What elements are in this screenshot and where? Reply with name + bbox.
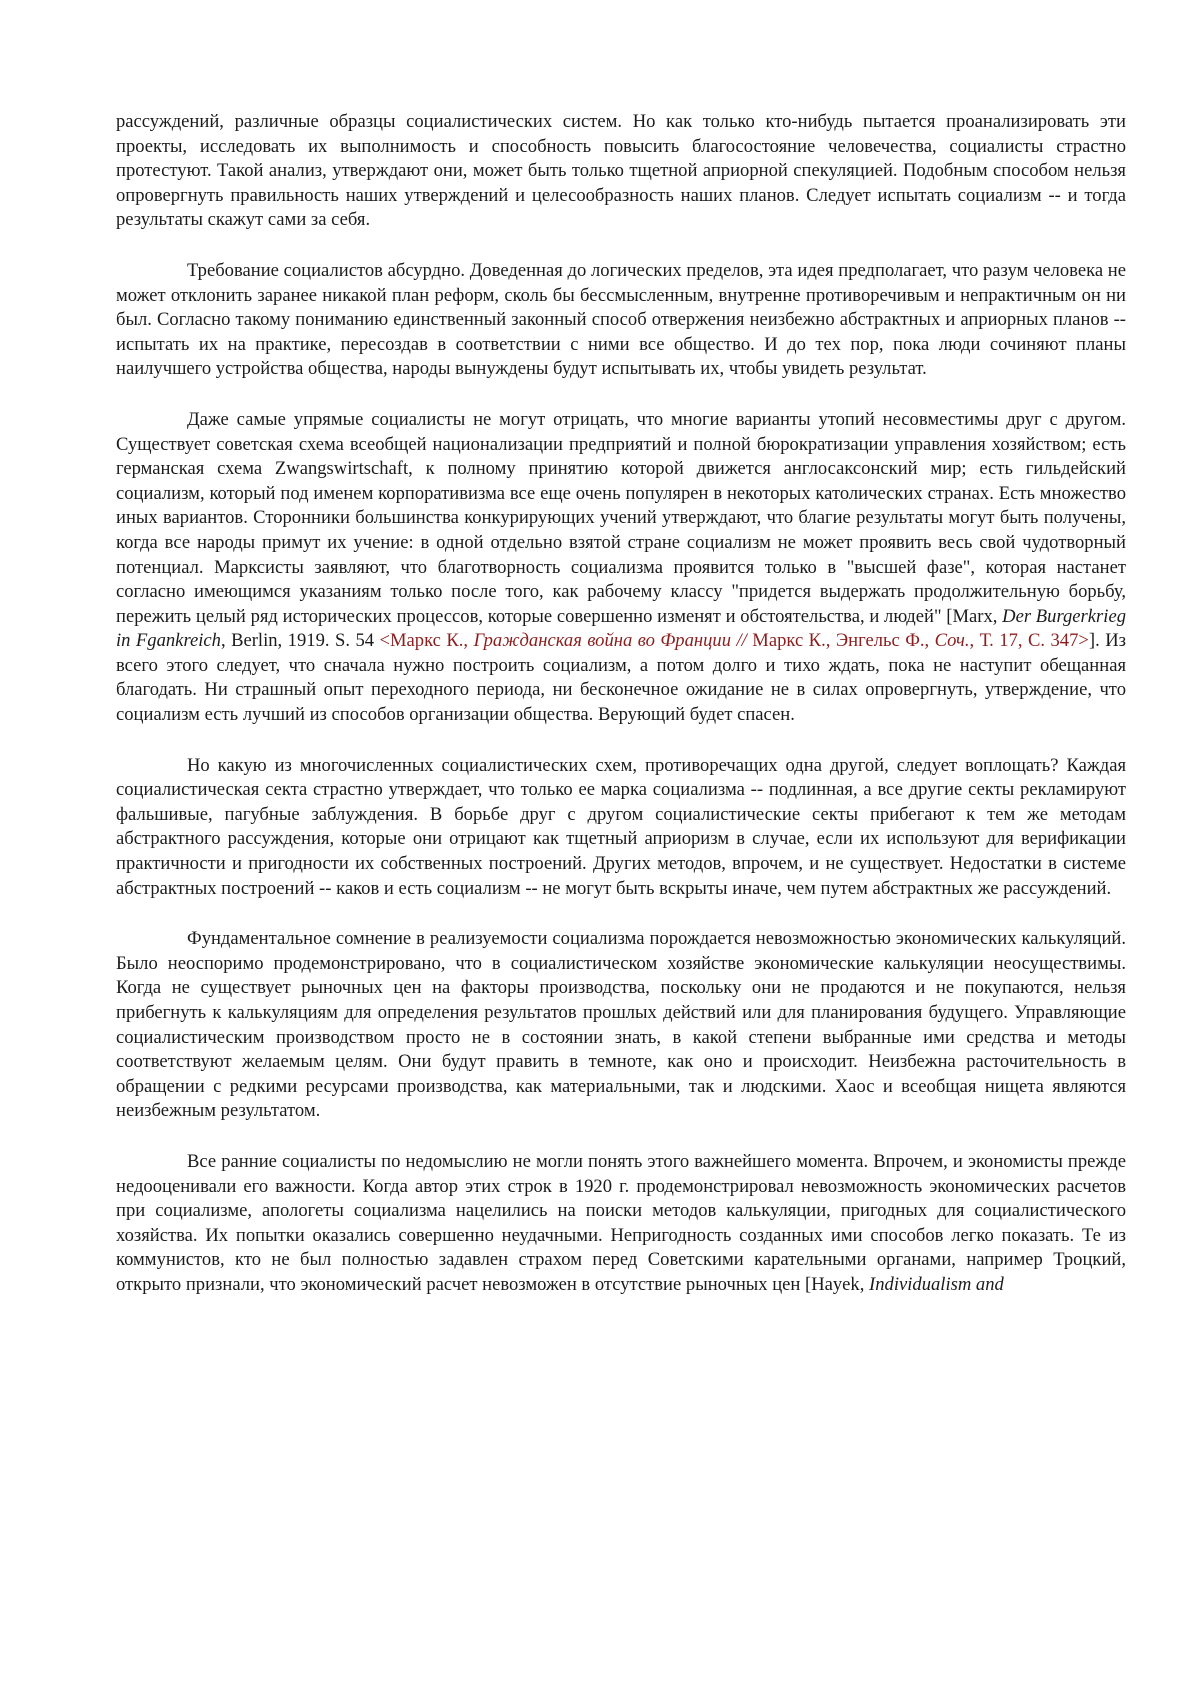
paragraph-5: [116, 927, 1126, 1124]
paragraph-6: [116, 1150, 1126, 1298]
paragraph-text: Все ранние социалисты по недомыслию не могли понять этого важнейшего момента. Впрочем, и экономисты прежде недооценивали его важности. Когда автор этих строк в 1920 г. продемонстрировал невозможность экономических расчетов при социализме, апологеты социализма нацелились на поиски методов калькуляции, пригодных для социалистического хозяйства. Их попытки оказались совершенно неудачными. Непригодность созданных ими способов легко показать. Те из коммунистов, кто не был полностью задавлен страхом перед Советскими карательными органами, например Троцкий, открыто признали, что экономический расчет невозможен в отсутствие рыночных цен [Hayek,: [116, 1150, 1126, 1295]
page-body: [116, 110, 1126, 1324]
paragraph-text: Даже самые упрямые социалисты не могут отрицать, что многие варианты утопий несовместимы друг с другом. Существует советская схема всеобщей национализации предприятий и полной бюрократизации управления хозяйством; есть германская схема Zwangswirtschaft, к полному принятию которой движется англосаксонский мир; есть гильдейский социализм, который под именем корпоративизма все еще очень популярен в некоторых католических странах. Есть множество иных вариантов. Сторонники большинства конкурирующих учений утверждают, что благие результаты могут быть получены, когда все народы примут их учение: в одной отдельно взятой стране социализм не может проявить весь свой чудотворный потенциал. Марксисты заявляют, что благотворность социализма проявится только в "высшей фазе", которая настанет согласно имеющимся указаниям только после того, как рабочему классу "придется выдержать продолжительную борьбу, пережить целый ряд исторических процессов, которые совершенно изменят и обстоятельства, и людей" [Marx,: [116, 408, 1126, 627]
reference-authors: Маркс К., Энгельс Ф.,: [752, 630, 935, 652]
paragraph-2: [116, 259, 1126, 382]
reference-author: <Маркс К.,: [379, 630, 474, 652]
paragraph-text: рассуждений, различные образцы социалистических систем. Но как только кто-нибудь пытается проанализировать эти проекты, исследовать их выполнимость и способность повысить благосостояние человечества, социалисты страстно протестуют. Такой анализ, утверждают они, может быть только тщетной априорной спекуляцией. Подобным способом нельзя опровергнуть правильность наших утверждений и целесообразность наших планов. Следует испытать социализм -- и тогда результаты скажут сами за себя.: [116, 111, 1126, 231]
reference-volume-page: , Т. 17, С. 347>: [969, 630, 1089, 652]
citation-title: Individualism and: [869, 1273, 1004, 1295]
reference-title: Гражданская война во Франции //: [473, 630, 753, 652]
reference-collection: Соч.: [934, 630, 970, 652]
paragraph-text: Но какую из многочисленных социалистических схем, противоречащих одна другой, следует воплощать? Каждая социалистическая секта страстно утверждает, что только ее марка социализма -- подлинная, а все другие секты рекламируют фальшивые, пагубные заблуждения. В борьбе друг с другом социалистические секты прибегают к тем же методам абстрактного рассуждения, которые они отрицают как тщетный априоризм в случае, если их используют для верификации практичности и пригодности их собственных построений. Других методов, впрочем, и не существует. Недостатки в системе абстрактных построений -- каков и есть социализм -- не могут быть вскрыты иначе, чем путем абстрактных же рассуждений.: [116, 754, 1126, 899]
paragraph-1: [116, 110, 1126, 233]
russian-reference-link[interactable]: [380, 630, 1089, 651]
citation-details: , Berlin, 1919. S. 54: [220, 630, 380, 652]
paragraph-text: Фундаментальное сомнение в реализуемости социализма порождается невозможностью экономических калькуляций. Было неоспоримо продемонстрировано, что в социалистическом хозяйстве экономические калькуляции неосуществимы. Когда не существует рыночных цен на факторы производства, поскольку они не продаются и не покупаются, нельзя прибегнуть к калькуляциям для определения результатов прошлых действий или для планирования будущего. Управляющие социалистическим производством просто не в состоянии знать, в какой степени выбранные ими средства и методы соответствуют желаемым целям. Они будут править в темноте, как оно и происходит. Неизбежна расточительность в обращении с редкими ресурсами производства, как материальными, так и людскими. Хаос и всеобщая нищета являются неизбежным результатом.: [116, 928, 1126, 1122]
paragraph-3: [116, 408, 1126, 728]
paragraph-4: [116, 754, 1126, 902]
citation-title: Der Burgerkrieg in Fgankreich: [116, 605, 1126, 652]
paragraph-text: Требование социалистов абсурдно. Доведенная до логических пределов, эта идея предполагает, что разум человека не может отклонить заранее никакой план реформ, сколь бы бессмысленным, внутренне противоречивым и непрактичным он ни был. Согласно такому пониманию единственный законный способ отвержения неизбежно абстрактных и априорных планов -- испытать их на практике, пересоздав в соответствии с ними все общество. И до тех пор, пока люди сочиняют планы наилучшего устройства общества, народы вынуждены будут испытывать их, чтобы увидеть результат.: [116, 259, 1126, 380]
paragraph-text: ]. Из всего этого следует, что сначала нужно построить социализм, а потом долго и тихо ждать, пока не наступит обещанная благодать. Ни страшный опыт переходного периода, ни бесконечное ожидание не в силах опровергнуть, утверждение, что социализм есть лучший из способов организации общества. Верующий будет спасен.: [116, 630, 1126, 726]
